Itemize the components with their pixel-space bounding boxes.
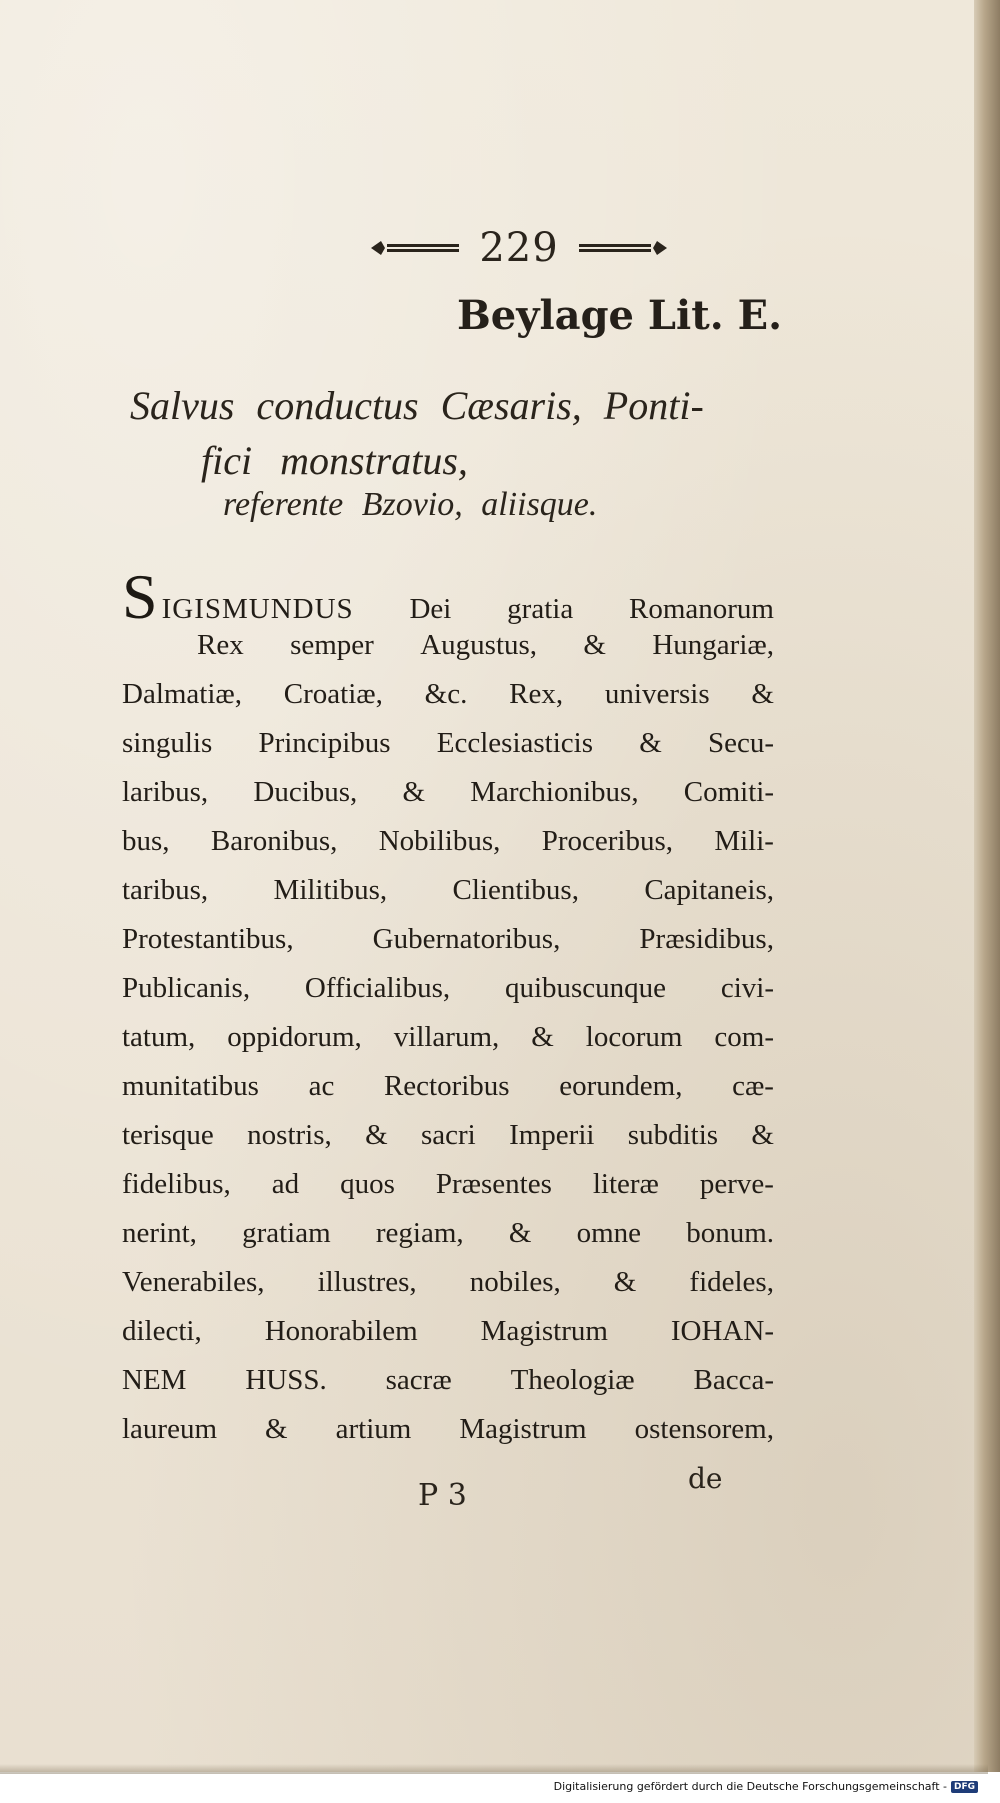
- page-header: [0, 225, 988, 271]
- body-word: Romanorum: [629, 593, 774, 625]
- body-word: semper: [290, 629, 374, 661]
- body-word: Dei: [409, 593, 452, 625]
- body-word: singulis: [122, 727, 213, 759]
- body-line: [122, 1258, 774, 1307]
- body-word: Honorabilem: [264, 1315, 418, 1347]
- section-heading: Beylage Lit. E.: [456, 292, 782, 339]
- body-word: &: [365, 1119, 388, 1151]
- body-word: nostris,: [247, 1119, 332, 1151]
- body-word: laribus,: [122, 776, 209, 808]
- body-word: Hungariæ,: [652, 629, 774, 661]
- body-word: locorum: [585, 1021, 683, 1053]
- body-word: fidelibus,: [122, 1168, 231, 1200]
- right-ornament-icon: [575, 238, 671, 258]
- body-word: &: [751, 678, 774, 710]
- page-bottom-shadow: [0, 1764, 988, 1774]
- body-word: Bacca-: [693, 1364, 774, 1396]
- body-word: illustres,: [317, 1266, 417, 1298]
- body-word: tatum,: [122, 1021, 196, 1053]
- body-word: ac: [308, 1070, 335, 1102]
- body-line: [122, 1160, 774, 1209]
- body-word: IOHAN-: [670, 1315, 774, 1347]
- body-line: [122, 768, 774, 817]
- body-word: villarum,: [393, 1021, 500, 1053]
- first-word: IGISMUNDUS: [161, 593, 354, 625]
- body-word: &: [613, 1266, 637, 1298]
- body-word: bonum.: [686, 1217, 774, 1249]
- body-word: Rex: [197, 629, 244, 661]
- body-line: [122, 719, 774, 768]
- body-word: perve-: [699, 1168, 774, 1200]
- body-word: regiam,: [375, 1217, 464, 1249]
- body-line: [122, 915, 774, 964]
- body-word: laureum: [122, 1413, 218, 1445]
- signature-mark: P 3: [418, 1478, 467, 1513]
- body-word: fideles,: [689, 1266, 774, 1298]
- left-ornament-icon: [367, 238, 463, 258]
- body-word: oppidorum,: [227, 1021, 362, 1053]
- body-word: Theologiæ: [510, 1364, 635, 1396]
- body-word: quos: [340, 1168, 395, 1200]
- body-word: Militibus,: [273, 874, 388, 906]
- body-word: munitatibus: [122, 1070, 259, 1102]
- body-line-first: [122, 561, 774, 632]
- body-word: Capitaneis,: [644, 874, 774, 906]
- body-word: artium: [335, 1413, 412, 1445]
- body-line: [122, 964, 774, 1013]
- body-word: Mili-: [714, 825, 774, 857]
- body-word: taribus,: [122, 874, 209, 906]
- body-word: Clientibus,: [452, 874, 579, 906]
- body-word: Magistrum: [459, 1413, 587, 1445]
- body-line: [122, 1356, 774, 1405]
- body-word: Protestantibus,: [122, 923, 294, 955]
- body-line: [122, 817, 774, 866]
- title-line-2: fici monstratus,: [201, 438, 468, 483]
- body-word: Præsentes: [435, 1168, 552, 1200]
- body-word: sacræ: [385, 1364, 452, 1396]
- body-word: quibuscunque: [504, 972, 667, 1004]
- body-word: cæ-: [732, 1070, 774, 1102]
- body-word: civi-: [720, 972, 774, 1004]
- body-line: [122, 1111, 774, 1160]
- catchword: de: [688, 1462, 723, 1495]
- body-word: subditis: [627, 1119, 719, 1151]
- body-word: dilecti,: [122, 1315, 202, 1347]
- body-line: [122, 1013, 774, 1062]
- body-line: [122, 1209, 774, 1258]
- body-word: &c.: [424, 678, 468, 710]
- body-word: Secu-: [707, 727, 774, 759]
- dfg-logo: DFG: [951, 1781, 978, 1793]
- body-word: Principibus: [258, 727, 391, 759]
- body-word: Præsidibus,: [639, 923, 774, 955]
- body-word: com-: [714, 1021, 774, 1053]
- body-word: Nobilibus,: [378, 825, 501, 857]
- body-word: Ducibus,: [253, 776, 358, 808]
- body-word: bus,: [122, 825, 170, 857]
- body-line: [122, 866, 774, 915]
- body-word: ad: [271, 1168, 300, 1200]
- body-word: universis: [604, 678, 710, 710]
- body-word: Proceribus,: [541, 825, 673, 857]
- body-word: Gubernatoribus,: [372, 923, 561, 955]
- body-word: Marchionibus,: [470, 776, 639, 808]
- page-footer: [0, 1462, 988, 1518]
- body-word: &: [639, 727, 662, 759]
- title-line-1: Salvus conductus Cæsaris, Ponti-: [130, 383, 704, 428]
- body-word: gratiam: [242, 1217, 331, 1249]
- title-line-3: referente Bzovio, aliisque.: [223, 486, 598, 523]
- body-word: nerint,: [122, 1217, 197, 1249]
- body-word: Dalmatiæ,: [122, 678, 243, 710]
- body-word: eorundem,: [559, 1070, 683, 1102]
- body-word: literæ: [592, 1168, 659, 1200]
- body-word: Ecclesiasticis: [436, 727, 593, 759]
- body-word: sacri: [421, 1119, 476, 1151]
- body-word: &: [402, 776, 426, 808]
- credit-text: Digitalisierung gefördert durch die Deutsche Forschungsgemeinschaft -: [553, 1780, 947, 1793]
- body-word: terisque: [122, 1119, 214, 1151]
- body-word: Croatiæ,: [283, 678, 383, 710]
- body-word: gratia: [507, 593, 574, 625]
- body-word: &: [508, 1217, 532, 1249]
- body-lines: [122, 621, 774, 1454]
- body-word: Imperii: [509, 1119, 595, 1151]
- drop-cap: S: [122, 561, 158, 632]
- body-word: Rex,: [509, 678, 564, 710]
- body-line: [122, 1405, 774, 1454]
- body-word: Comiti-: [683, 776, 774, 808]
- body-word: Rectoribus: [383, 1070, 510, 1102]
- body-word: NEM: [122, 1364, 187, 1396]
- body-word: Baronibus,: [210, 825, 338, 857]
- body-word: Augustus,: [420, 629, 538, 661]
- body-line: [122, 1307, 774, 1356]
- body-word: Venerabiles,: [122, 1266, 265, 1298]
- body-line: [122, 1062, 774, 1111]
- body-word: Publicanis,: [122, 972, 251, 1004]
- body-line: [122, 621, 774, 670]
- body-word: &: [531, 1021, 554, 1053]
- body-word: HUSS.: [245, 1364, 327, 1396]
- body-word: ostensorem,: [634, 1413, 774, 1445]
- body-word: Magistrum: [480, 1315, 608, 1347]
- digitization-credit: [554, 1780, 978, 1793]
- body-word: nobiles,: [469, 1266, 561, 1298]
- body-line: [122, 670, 774, 719]
- body-word: &: [751, 1119, 774, 1151]
- body-word: Officialibus,: [304, 972, 451, 1004]
- body-word: &: [265, 1413, 288, 1445]
- body-word: omne: [576, 1217, 641, 1249]
- body-text: [122, 561, 774, 1454]
- page-number: 229: [479, 225, 559, 271]
- body-word: &: [583, 629, 606, 661]
